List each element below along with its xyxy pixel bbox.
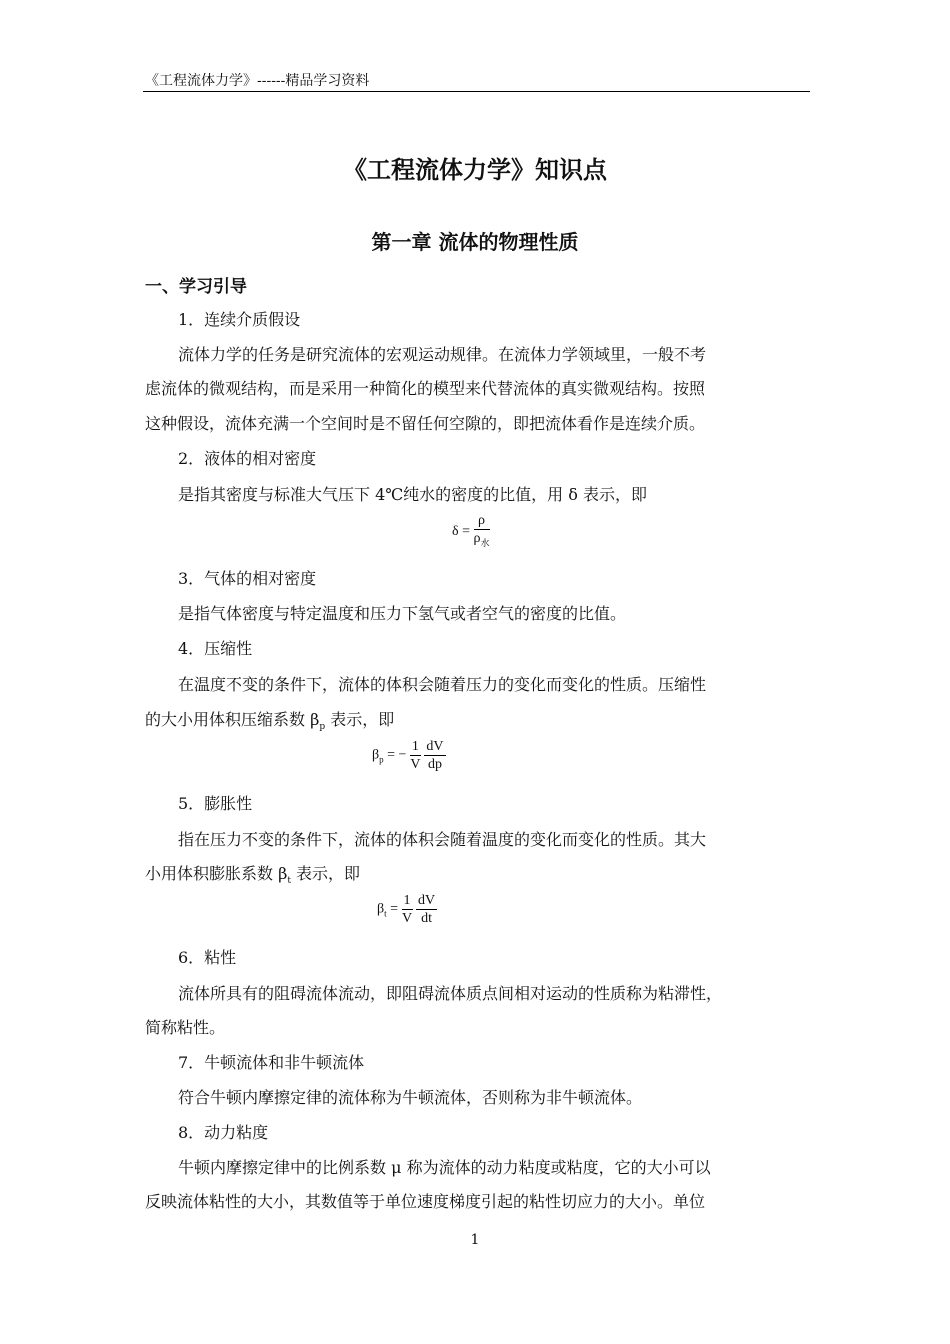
paragraph-line: 符合牛顿内摩擦定律的流体称为牛顿流体，否则称为非牛顿流体。 (178, 1088, 643, 1107)
formula-denominator: dt (421, 911, 433, 926)
item-heading-liquid-density: 2．液体的相对密度 (178, 449, 317, 468)
paragraph-line: 虑流体的微观结构，而是采用一种简化的模型来代替流体的真实微观结构。按照 (145, 379, 706, 398)
item-heading-compressibility: 4．压缩性 (178, 639, 253, 658)
section-heading: 一、学习引导 (145, 277, 247, 297)
formula-denominator: V (401, 911, 413, 926)
formula-denominator: dp (427, 757, 442, 772)
item-heading-viscosity: 6．粘性 (178, 948, 237, 967)
formula-fraction (402, 892, 413, 927)
formula-relative-density (452, 512, 490, 552)
formula-den-subscript: 水 (480, 537, 490, 548)
paragraph-line: 指在压力不变的条件下，流体的体积会随着温度的变化而变化的性质。其大 (178, 830, 707, 849)
text-run: 小用体积膨胀系数 β (145, 864, 288, 883)
formula-fraction (424, 738, 445, 773)
formula-equals: = (386, 901, 399, 917)
paragraph-line (145, 707, 394, 732)
document-title: 《工程流体力学》知识点 (343, 156, 607, 184)
paragraph-line: 简称粘性。 (145, 1018, 226, 1037)
formula-denominator: V (410, 757, 421, 772)
formula-fraction (416, 892, 437, 927)
formula-numerator: 1 (411, 739, 419, 754)
item-heading-dynamic-viscosity: 8．动力粘度 (178, 1123, 269, 1142)
item-heading-continuum: 1．连续介质假设 (178, 310, 301, 329)
formula-lhs: β (372, 747, 380, 763)
formula-fraction (410, 738, 421, 773)
formula-lhs-subscript: t (384, 908, 387, 919)
formula-lhs: β (377, 901, 385, 917)
paragraph-line: 流体所具有的阻碍流体流动，即阻碍流体质点间相对运动的性质称为粘滞性， (178, 984, 723, 1003)
subscript: p (319, 722, 326, 733)
item-heading-gas-density: 3．气体的相对密度 (178, 569, 317, 588)
formula-fraction (474, 512, 490, 552)
page-number: 1 (470, 1232, 480, 1248)
text-run: 表示，即 (290, 864, 361, 883)
formula-numerator: dV (426, 739, 444, 754)
paragraph-line: 是指气体密度与特定温度和压力下氢气或者空气的密度的比值。 (178, 604, 627, 623)
page-header: 《工程流体力学》------精品学习资料 (145, 73, 370, 89)
paragraph-line (145, 861, 360, 886)
text-run: 的大小用体积压缩系数 β (145, 710, 320, 729)
formula-numerator: ρ (474, 512, 490, 530)
formula-denominator (474, 530, 490, 552)
header-rule (143, 91, 810, 92)
paragraph-line: 这种假设，流体充满一个空间时是不留任何空隙的，即把流体看作是连续介质。 (145, 414, 706, 433)
formula-numerator: dV (418, 893, 436, 908)
paragraph-line: 是指其密度与标准大气压下 4℃纯水的密度的比值，用 δ 表示，即 (178, 485, 647, 504)
formula-equals: = − (383, 747, 407, 763)
formula-compressibility (372, 738, 446, 773)
chapter-title: 第一章 流体的物理性质 (371, 230, 579, 254)
text-run: 表示，即 (325, 710, 395, 729)
paragraph-line: 反映流体粘性的大小，其数值等于单位速度梯度引起的粘性切应力的大小。单位 (145, 1192, 706, 1211)
subscript: t (287, 876, 291, 887)
formula-expansibility (377, 892, 437, 927)
item-heading-newtonian: 7．牛顿流体和非牛顿流体 (178, 1053, 365, 1072)
item-heading-expansibility: 5．膨胀性 (178, 794, 253, 813)
paragraph-line: 流体力学的任务是研究流体的宏观运动规律。在流体力学领域里，一般不考 (178, 345, 707, 364)
formula-den-symbol: ρ (473, 531, 481, 546)
paragraph-line: 在温度不变的条件下，流体的体积会随着压力的变化而变化的性质。压缩性 (178, 675, 707, 694)
paragraph-line: 牛顿内摩擦定律中的比例系数 μ 称为流体的动力粘度或粘度，它的大小可以 (178, 1158, 711, 1177)
formula-lhs-subscript: p (379, 754, 384, 765)
formula-numerator: 1 (403, 893, 411, 908)
formula-lhs: δ = (452, 524, 470, 540)
